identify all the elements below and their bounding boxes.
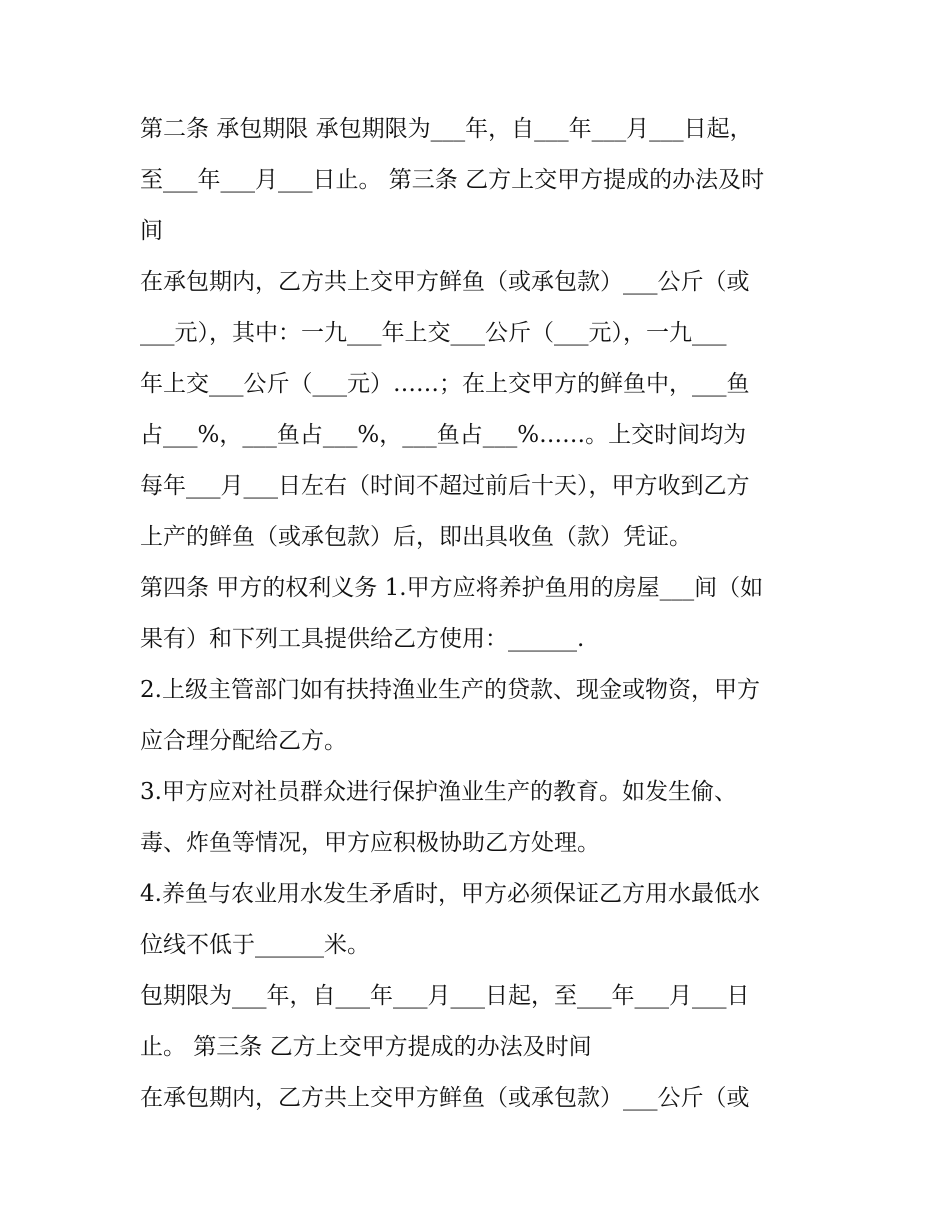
text-line: 2.上级主管部门如有扶持渔业生产的贷款、现金或物资，甲方: [140, 677, 760, 703]
text-line: 占___%，___鱼占___%，___鱼占___%……。上交时间均为: [140, 422, 747, 448]
text-line: 应合理分配给乙方。: [140, 728, 347, 754]
text-line: 每年___月___日左右（时间不超过前后十天），甲方收到乙方: [140, 473, 750, 499]
text-line: 止。 第三条 乙方上交甲方提成的办法及时间: [140, 1034, 592, 1060]
paragraph-repeated-delivery: [140, 1073, 820, 1124]
text-line: 上产的鲜鱼（或承包款）后，即出具收鱼（款）凭证。: [140, 524, 692, 550]
text-line: 4.养鱼与农业用水发生矛盾时，甲方必须保证乙方用水最低水: [140, 881, 760, 907]
text-line: 毒、炸鱼等情况，甲方应积极协助乙方处理。: [140, 830, 600, 856]
text-line: 在承包期内，乙方共上交甲方鲜鱼（或承包款）___公斤（或: [140, 269, 750, 295]
paragraph-article-4-item-3: [140, 767, 820, 869]
paragraph-article-4-item-2: [140, 665, 820, 767]
text-line: 包期限为___年，自___年___月___日起，至___年___月___日: [140, 983, 750, 1009]
text-line: 第二条 承包期限 承包期限为___年，自___年___月___日起，: [140, 116, 753, 142]
text-line: 第四条 甲方的权利义务 1.甲方应将养护鱼用的房屋___间（如: [140, 575, 764, 601]
paragraph-repeated-term: [140, 971, 820, 1073]
paragraph-article-4-item-4: [140, 869, 820, 971]
paragraph-delivery-terms: [140, 257, 820, 563]
text-line: 果有）和下列工具提供给乙方使用：______.: [140, 626, 585, 652]
text-line: 在承包期内，乙方共上交甲方鲜鱼（或承包款）___公斤（或: [140, 1085, 750, 1111]
document-page: [140, 104, 820, 1124]
paragraph-article-2-term: [140, 104, 820, 257]
text-line: 年上交___公斤（___元）……；在上交甲方的鲜鱼中，___鱼: [140, 371, 750, 397]
text-line: 至___年___月___日止。 第三条 乙方上交甲方提成的办法及时: [140, 167, 765, 193]
paragraph-article-4-item-1: [140, 563, 820, 665]
text-line: ___元），其中：一九___年上交___公斤（___元），一九___: [140, 320, 727, 346]
text-line: 间: [140, 218, 163, 244]
text-line: 3.甲方应对社员群众进行保护渔业生产的教育。如发生偷、: [140, 779, 737, 805]
text-line: 位线不低于______米。: [140, 932, 370, 958]
